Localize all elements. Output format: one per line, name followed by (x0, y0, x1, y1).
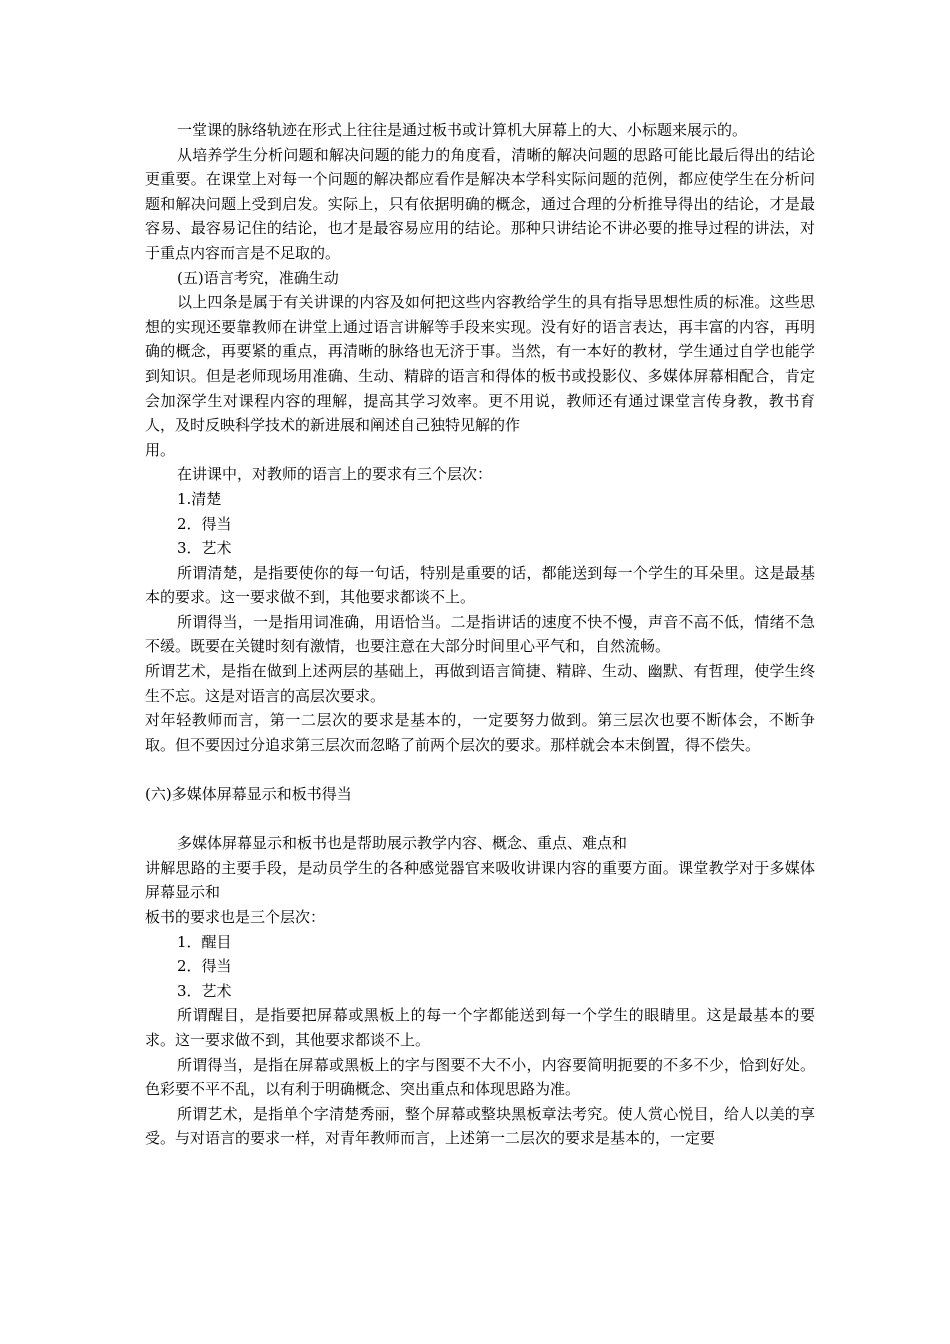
paragraph: 所谓艺术，是指在做到上述两层的基础上，再做到语言简捷、精辟、生动、幽默、有哲理，使学生终生不忘。这是对语言的高层次要求。 (145, 662, 815, 705)
paragraph: 以上四条是属于有关讲课的内容及如何把这些内容教给学生的具有指导思想性质的标准。这些思想的实现还要靠教师在讲堂上通过语言讲解等手段来实现。没有好的语言表达，再丰富的内容，再明确的概念，再要紧的重点，再清晰的脉络也无济于事。当然，有一本好的教材，学生通过自学也能学到知识。但是老师现场用准确、生动、精辟的语言和得体的板书或投影仪、多媒体屏幕相配合，肯定会加深学生对课程内容的理解，提高其学习效率。更不用说，教师还有通过课堂言传身教，教书育人，及时反映科学技术的新进展和阐述自己独特见解的作 (145, 293, 815, 435)
paragraph: 对年轻教师而言，第一二层次的要求是基本的，一定要努力做到。第三层次也要不断体会，不断争取。但不要因过分追求第三层次而忽略了前两个层次的要求。那样就会本末倒置，得不偿失。 (145, 711, 815, 754)
section-heading: (六)多媒体屏幕显示和板书得当 (145, 785, 352, 804)
spacer (145, 807, 815, 832)
section-heading: (五)语言考究，准确生动 (177, 268, 339, 287)
paragraph: 所谓艺术，是指单个字清楚秀丽，整个屏幕或整块黑板章法考究。使人赏心悦目，给人以美的享受。与对语言的要求一样，对青年教师而言，上述第一二层次的要求是基本的，一定要 (145, 1104, 815, 1148)
document-page (145, 118, 815, 1151)
list-item: 2．得当 (177, 957, 232, 976)
paragraph: 多媒体屏幕显示和板书也是帮助展示教学内容、概念、重点、难点和 (177, 834, 628, 853)
paragraph: 在讲课中，对教师的语言上的要求有三个层次： (177, 465, 493, 484)
paragraph: 所谓清楚，是指要使你的每一句话，特别是重要的话，都能送到每一个学生的耳朵里。这是最基本的要求。这一要求做不到，其他要求都谈不上。 (145, 563, 815, 607)
paragraph: 板书的要求也是三个层次： (145, 908, 326, 926)
list-item: 1.清楚 (177, 489, 222, 508)
paragraph: 所谓得当，一是指用词准确，用语恰当。二是指讲话的速度不快不慢，声音不高不低，情绪不急不缓。既要在关键时刻有激情，也要注意在大部分时间里心平气和，自然流畅。 (145, 612, 815, 656)
paragraph: 用。 (145, 440, 176, 459)
list-item: 2．得当 (177, 514, 232, 533)
paragraph: 讲解思路的主要手段，是动员学生的各种感觉器官来吸收讲课内容的重要方面。课堂教学对于多媒体屏幕显示和 (145, 858, 815, 902)
paragraph: 所谓得当，是指在屏幕或黑板上的字与图要不大不小，内容要简明扼要的不多不少，恰到好处。色彩要不平不乱，以有利于明确概念、突出重点和体现思路为准。 (145, 1055, 815, 1099)
list-item: 1．醒目 (177, 932, 232, 951)
list-item: 3．艺术 (177, 539, 232, 558)
spacer (145, 757, 815, 782)
paragraph: 从培养学生分析问题和解决问题的能力的角度看，清晰的解决问题的思路可能比最后得出的结论更重要。在课堂上对每一个问题的解决都应看作是解决本学科实际问题的范例，都应使学生在分析问题和解决问题上受到启发。实际上，只有依据明确的概念，通过合理的分析推导得出的结论，才是最容易、最容易记住的结论，也才是最容易应用的结论。那种只讲结论不讲必要的推导过程的讲法，对于重点内容而言是不足取的。 (145, 145, 815, 262)
list-item: 3．艺术 (177, 981, 232, 1000)
paragraph: 一堂课的脉络轨迹在形式上往往是通过板书或计算机大屏幕上的大、小标题来展示的。 (177, 121, 748, 139)
paragraph: 所谓醒目，是指要把屏幕或黑板上的每一个字都能送到每一个学生的眼睛里。这是最基本的要求。这一要求做不到，其他要求都谈不上。 (145, 1006, 815, 1049)
